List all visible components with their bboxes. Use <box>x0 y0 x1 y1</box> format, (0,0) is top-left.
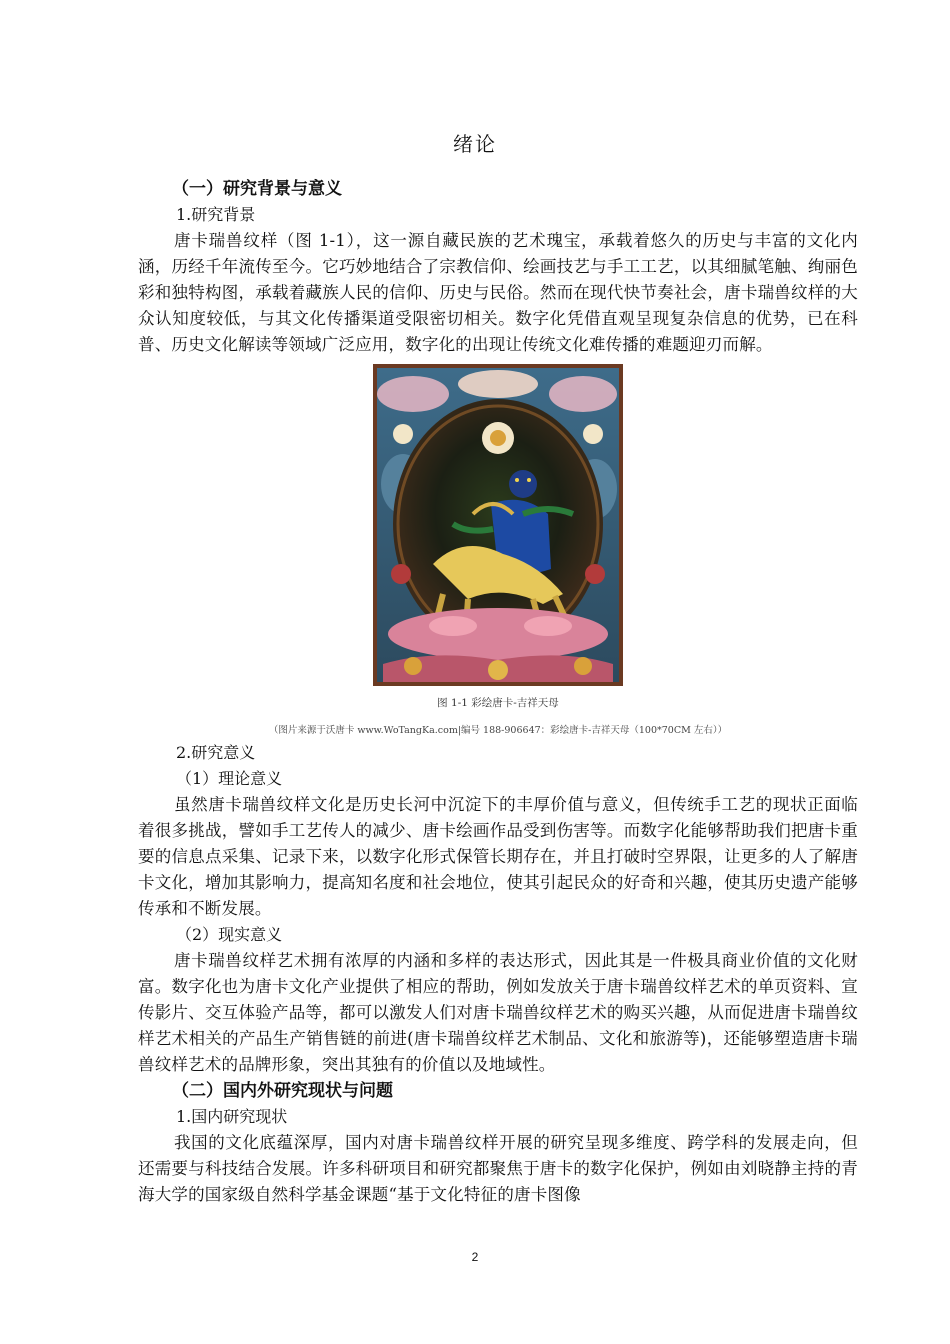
paragraph-background: 唐卡瑞兽纹样（图 1-1），这一源自藏民族的艺术瑰宝，承载着悠久的历史与丰富的文化内涵，历经千年流传至今。它巧妙地结合了宗教信仰、绘画技艺与手工工艺，以其细腻笔触、绚丽色彩和独特构图，承载着藏族人民的信仰、历史与民俗。然而在现代快节奏社会，唐卡瑞兽纹样的大众认知度较低，与其文化传播渠道受限密切相关。数字化凭借直观呈现复杂信息的优势，已在科普、历史文化解读等领域广泛应用，数字化的出现让传统文化难传播的难题迎刃而解。 <box>138 231 858 354</box>
page-number: 2 <box>471 1250 479 1264</box>
subsection-heading-domestic: 1.国内研究现状 <box>176 1107 288 1126</box>
paragraph-practical: 唐卡瑞兽纹样艺术拥有浓厚的内涵和多样的表达形式，因此其是一件极具商业价值的文化财富。数字化也为唐卡文化产业提供了相应的帮助，例如发放关于唐卡瑞兽纹样艺术的单页资料、宣传影片、交互体验产品等，都可以激发人们对唐卡瑞兽纹样艺术的购买兴趣，从而促进唐卡瑞兽纹样艺术相关的产品生产销售链的前进(唐卡瑞兽纹样艺术制品、文化和旅游等)，还能够塑造唐卡瑞兽纹样艺术的品牌形象，突出其独有的价值以及地域性。 <box>138 951 858 1074</box>
paragraph-domestic: 我国的文化底蕴深厚，国内对唐卡瑞兽纹样开展的研究呈现多维度、跨学科的发展走向，但还需要与科技结合发展。许多科研项目和研究都聚焦于唐卡的数字化保护，例如由刘晓静主持的青海大学的国家级自然科学基金课题“基于文化特征的唐卡图像 <box>138 1133 858 1204</box>
content-body <box>138 176 858 1208</box>
section-heading-research-status: （二）国内外研究现状与问题 <box>172 1081 393 1101</box>
figure-caption: 图 1-1 彩绘唐卡-吉祥天母 <box>437 697 559 709</box>
section-heading-background: （一）研究背景与意义 <box>172 179 342 199</box>
paragraph-theory: 虽然唐卡瑞兽纹样文化是历史长河中沉淀下的丰厚价值与意义，但传统手工艺的现状正面临着很多挑战，譬如手工艺传人的减少、唐卡绘画作品受到伤害等。而数字化能够帮助我们把唐卡重要的信息点采集、记录下来，以数字化形式保管长期存在，并且打破时空界限，让更多的人了解唐卡文化，增加其影响力，提高知名度和社会地位，使其引起民众的好奇和兴趣，使其历史遗产能够传承和不断发展。 <box>138 795 858 918</box>
page-title: 绪论 <box>453 132 497 156</box>
subsection-heading-background: 1.研究背景 <box>176 205 256 224</box>
subsubsection-heading-theory: （1）理论意义 <box>176 769 283 788</box>
subsubsection-heading-practical: （2）现实意义 <box>176 925 283 944</box>
subsection-heading-significance: 2.研究意义 <box>176 743 256 762</box>
thangka-figure <box>373 364 623 686</box>
thangka-painting-image <box>373 364 623 686</box>
figure-source: （图片来源于沃唐卡 www.WoTangKa.com|编号 188-906647：彩绘唐卡-吉祥天母（100*70CM 左右）） <box>268 725 728 736</box>
